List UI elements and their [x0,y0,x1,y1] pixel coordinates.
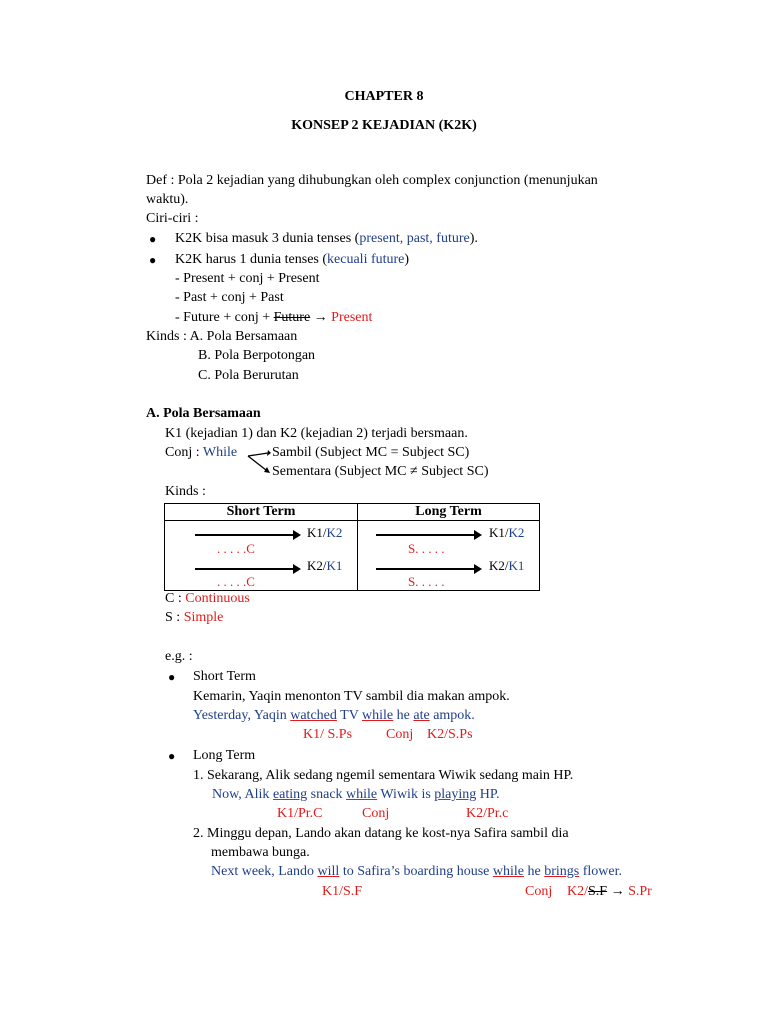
kinds-list-a: Kinds : A. Pola Bersamaan [146,329,298,344]
ciri-label: Ciri-ciri : [146,211,199,226]
short-term-sentence-en: Yesterday, Yaqin watched TV while he ate ampok. [193,708,475,723]
long-row2-label: K2/K1 [489,558,525,573]
long-row1-marker: S. . . . . [408,541,445,556]
arrow-right-icon [195,568,299,570]
chapter-title: KONSEP 2 KEJADIAN (K2K) [291,118,477,133]
table-header-long-term: Long Term [358,504,540,521]
example-2-k1: K1/S.F [322,884,363,899]
bullet-icon: ● [168,749,176,763]
rule-future: - Future + conj + Future → Present [175,310,373,325]
arrow-right-icon [195,534,299,536]
example-2-k2: K2/S.F → S.Pr [567,884,652,899]
kinds-list-b: B. Pola Berpotongan [198,348,316,363]
conj-line: Conj : While [165,445,238,460]
chapter-heading: CHAPTER 8 [344,89,424,104]
rule-past: - Past + conj + Past [175,290,284,305]
arrow-right-icon: → [313,310,328,325]
bullet-icon: ● [168,670,176,684]
definition-line-1: Def : Pola 2 kejadian yang dihubungkan oleh complex conjunction (menunjukan [146,173,598,188]
table-header-short-term: Short Term [165,504,358,521]
short-row2-marker: . . . . .C [217,574,255,589]
arrow-right-icon [376,534,480,536]
branch-arrows-icon [247,447,271,475]
long-term-cell [358,521,540,591]
example-1-conj: Conj [362,806,390,821]
section-a-heading: A. Pola Bersamaan [146,406,261,421]
ciri-item-2: K2K harus 1 dunia tenses (kecuali future) [175,252,410,267]
short-term-k1: K1/ S.Ps [303,727,353,742]
section-a-description: K1 (kejadian 1) dan K2 (kejadian 2) terjadi bersmaan. [165,426,468,441]
ciri-item-1: K2K bisa masuk 3 dunia tenses (present, past, future). [175,231,478,246]
sambil-rule: Sambil (Subject MC = Subject SC) [272,445,470,460]
bullet-icon: ● [149,232,157,246]
long-row1-label: K1/K2 [489,525,525,540]
bullet-icon: ● [149,253,157,267]
short-row1-marker: . . . . .C [217,541,255,556]
legend-simple: S : Simple [165,610,224,625]
short-term-cell [165,521,358,591]
arrow-right-icon: → [610,884,625,899]
example-1-sentence-en: Now, Alik eating snack while Wiwik is playing HP. [212,787,500,802]
example-1-k2: K2/Pr.c [466,806,509,821]
short-term-k2: K2/S.Ps [427,727,473,742]
short-row1-label: K1/K2 [307,525,343,540]
long-row2-marker: S. . . . . [408,574,445,589]
example-2-sentence-id-2: membawa bunga. [211,845,310,860]
short-row2-label: K2/K1 [307,558,343,573]
kinds-label: Kinds : [165,484,206,499]
rule-present: - Present + conj + Present [175,271,320,286]
short-term-conj: Conj [386,727,414,742]
example-2-sentence-en: Next week, Lando will to Safira’s boarding house while he brings flower. [211,864,622,879]
example-1-sentence-id: 1. Sekarang, Alik sedang ngemil sementara Wiwik sedang main HP. [193,768,574,783]
sementara-rule: Sementara (Subject MC ≠ Subject SC) [272,464,489,479]
example-label: e.g. : [165,649,193,664]
long-term-title: Long Term [193,748,256,763]
legend-continuous: C : Continuous [165,591,250,606]
example-1-k1: K1/Pr.C [277,806,323,821]
short-term-sentence-id: Kemarin, Yaqin menonton TV sambil dia makan ampok. [193,689,510,704]
example-2-sentence-id-1: 2. Minggu depan, Lando akan datang ke kost-nya Safira sambil dia [193,826,569,841]
definition-line-2: waktu). [146,192,189,207]
arrow-right-icon [376,568,480,570]
short-term-title: Short Term [193,669,256,684]
kinds-table [164,503,540,591]
kinds-list-c: C. Pola Berurutan [198,368,299,383]
example-2-conj: Conj [525,884,553,899]
